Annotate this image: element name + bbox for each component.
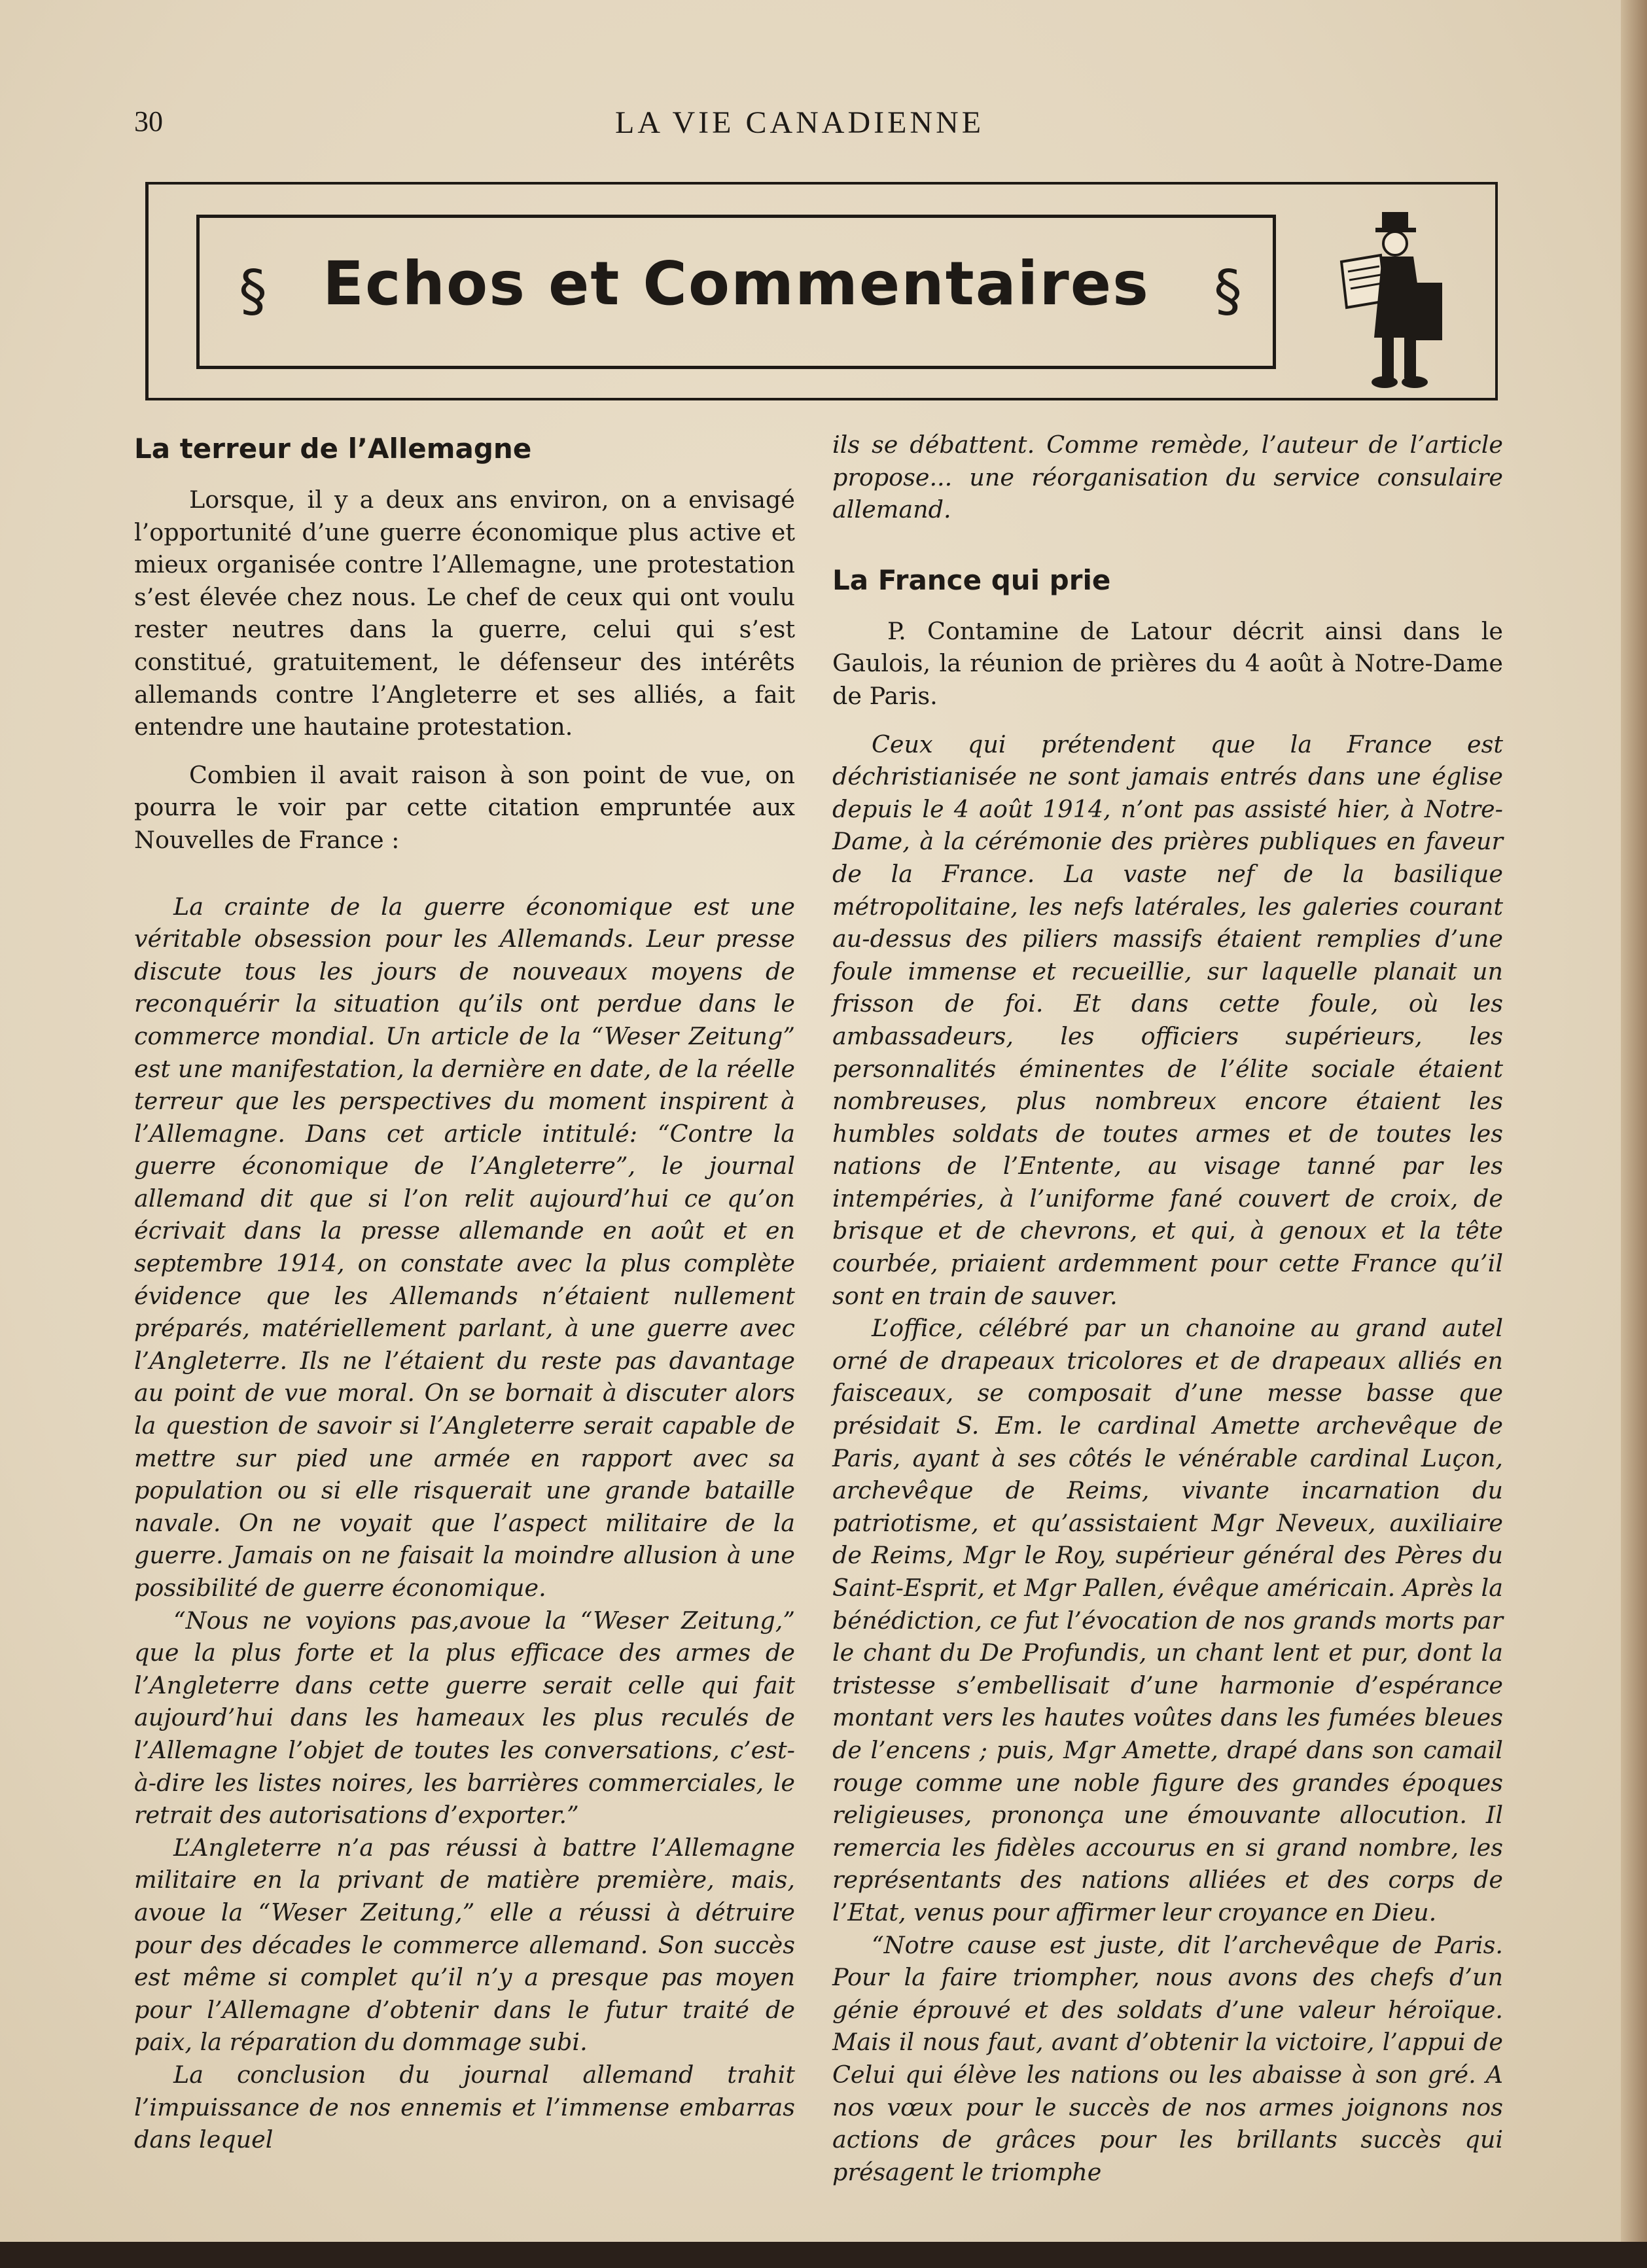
quoted-paragraph: ils se débattent. Comme remède, l’auteur de l’article propose... une réorganisation du service consulaire allemand.	[832, 431, 1503, 524]
quoted-paragraph: “Nous ne voyions pas,avoue la “Weser Zeitung,” que la plus forte et la plus efficace des armes de l’Angleterre dans cette guerre serait celle qui fait aujourd’hui dans les hameaux les plus reculés de l’Allemagne l’objet de toutes les conversations, c’est-à-dire les listes noires, les barrières commerciales, le retrait des autorisations d’exporter.”	[134, 1606, 795, 1830]
quoted-paragraph: L’Angleterre n’a pas réussi à battre l’Allemagne militaire en la privant de matière première, mais, avoue la “Weser Zeitung,” elle a réussi à détruire pour des décades le commerce allemand. Son succès est même si complet qu’il n’y a presque pas moyen pour l’Allemagne d’obtenir dans le futur traité de paix, la réparation du dommage subi.	[134, 1833, 795, 2057]
section-title: Echos et Commentaires	[323, 249, 1150, 319]
right-column	[832, 429, 1503, 2188]
ornament-left-icon: §	[239, 258, 267, 324]
quoted-paragraph: L’office, célébré par un chanoine au grand autel orné de drapeaux tricolores et de drapeaux alliés en faisceaux, se composait d’une messe basse que présidait S. Em. le cardinal Amette archevêque de Paris, ayant à ses côtés le vénérable cardinal Luçon, archevêque de Reims, vivante incarnation du patriotisme, et qu’assistaient Mgr Neveux, auxiliaire de Reims, Mgr le Roy, supérieur général des Pères du Saint-Esprit, et Mgr Pallen, évêque américain. Après la bénédiction, ce fut l’évocation de nos grands morts par le chant du De Profundis, un chant lent et pur, dont la tristesse s’embellisait d’une harmonie d’espérance montant vers les hautes voûtes dans les fumées bleues de l’encens ; puis, Mgr Amette, drapé dans son camail rouge comme une noble figure des grandes époques religieuses, prononça une émouvante allocution. Il remercia les fidèles accourus en si grand nombre, les représentants des nations alliées et des corps de l’Etat, venus pour affirmer leur croyance en Dieu.	[832, 1314, 1503, 1926]
page-number: 30	[134, 105, 163, 137]
quoted-paragraph: Ceux qui prétendent que la France est déchristianisée ne sont jamais entrés dans une église depuis le 4 août 1914, n’ont pas assisté hier, à Notre-Dame, à la cérémonie des prières publiques en faveur de la France. La vaste nef de la basilique métropolitaine, les nefs latérales, les galeries courant au-dessus des piliers massifs étaient remplies d’une foule immense et recueillie, sur laquelle planait un frisson de foi. Et dans cette foule, où les ambassadeurs, les officiers supérieurs, les personnalités éminentes de l’élite sociale étaient nombreuses, plus nombreux encore étaient les humbles soldats de toutes armes et de toutes les nations de l’Entente, au visage tanné par les intempéries, à l’uniforme fané couvert de croix, de brisque et de chevrons, et qui, à genoux et la tête courbée, priaient ardemment pour cette France qu’il sont en train de sauver.	[832, 730, 1503, 1310]
quoted-paragraph: La crainte de la guerre économique est une véritable obsession pour les Allemands. Leur presse discute tous les jours de nouveaux moyens de reconquérir la situation qu’ils ont perdue dans le commerce mondial. Un article de la “Weser Zeitung” est une manifestation, la dernière en date, de la réelle terreur que les perspectives du moment inspirent à l’Allemagne. Dans cet article intitulé: “Contre la guerre économique de l’Angleterre”, le journal allemand dit que si l’on relit aujourd’hui ce qu’on écrivait dans la presse allemande en août et en septembre 1914, on constate avec la plus complète évidence que les Allemands n’étaient nullement préparés, matériellement parlant, à une guerre avec l’Angleterre. Ils ne l’étaient du reste pas davantage au point de vue moral. On se bornait à discuter alors la question de savoir si l’Angleterre serait capable de mettre sur pied une armée en rapport avec sa population ou si elle risquerait une grande bataille navale. On ne voyait que l’aspect militaire de la guerre. Jamais on ne faisait la moindre allusion à une possibilité de guerre économique.	[134, 892, 795, 1602]
article-heading-france: La France qui prie	[832, 563, 1111, 596]
paragraph: Lorsque, il y a deux ans environ, on a envisagé l’opportunité d’une guerre économique plus active et mieux organisée contre l’Allemagne, une protestation s’est élevée chez nous. Le chef de ceux qui ont voulu rester neutres dans la guerre, celui qui s’est constitué, gratuitement, le défenseur des intérêts allemands contre l’Angleterre et ses alliés, a fait entendre une hautaine protestation.	[134, 486, 795, 741]
running-head: LA VIE CANADIENNE	[615, 105, 985, 140]
quoted-paragraph: La conclusion du journal allemand trahit l’impuissance de nos ennemis et l’immense embarras dans lequel	[134, 2060, 795, 2154]
scan-bottom-border	[0, 2242, 1647, 2268]
newsboy-reading-newspaper-icon	[1322, 209, 1459, 396]
paragraph: P. Contamine de Latour décrit ainsi dans le Gaulois, la réunion de prières du 4 août à Notre-Dame de Paris.	[832, 616, 1503, 710]
article-heading-terreur: La terreur de l’Allemagne	[134, 433, 532, 465]
ornament-right-icon: §	[1214, 258, 1242, 324]
quoted-paragraph: “Notre cause est juste, dit l’archevêque de Paris. Pour la faire triompher, nous avons des chefs d’un génie éprouvé et des soldats d’une valeur héroïque. Mais il nous faut, avant d’obtenir la victoire, l’appui de Celui qui élève les nations ou les abaisse à son gré. A nos vœux pour le succès de nos armes joignons nos actions de grâces pour les brillants succès qui présagent le triomphe	[832, 1930, 1503, 2186]
left-column	[134, 429, 795, 2156]
page-edge-shadow	[1621, 0, 1647, 2268]
paragraph: Combien il avait raison à son point de vue, on pourra le voir par cette citation empruntée aux Nouvelles de France :	[134, 760, 795, 854]
